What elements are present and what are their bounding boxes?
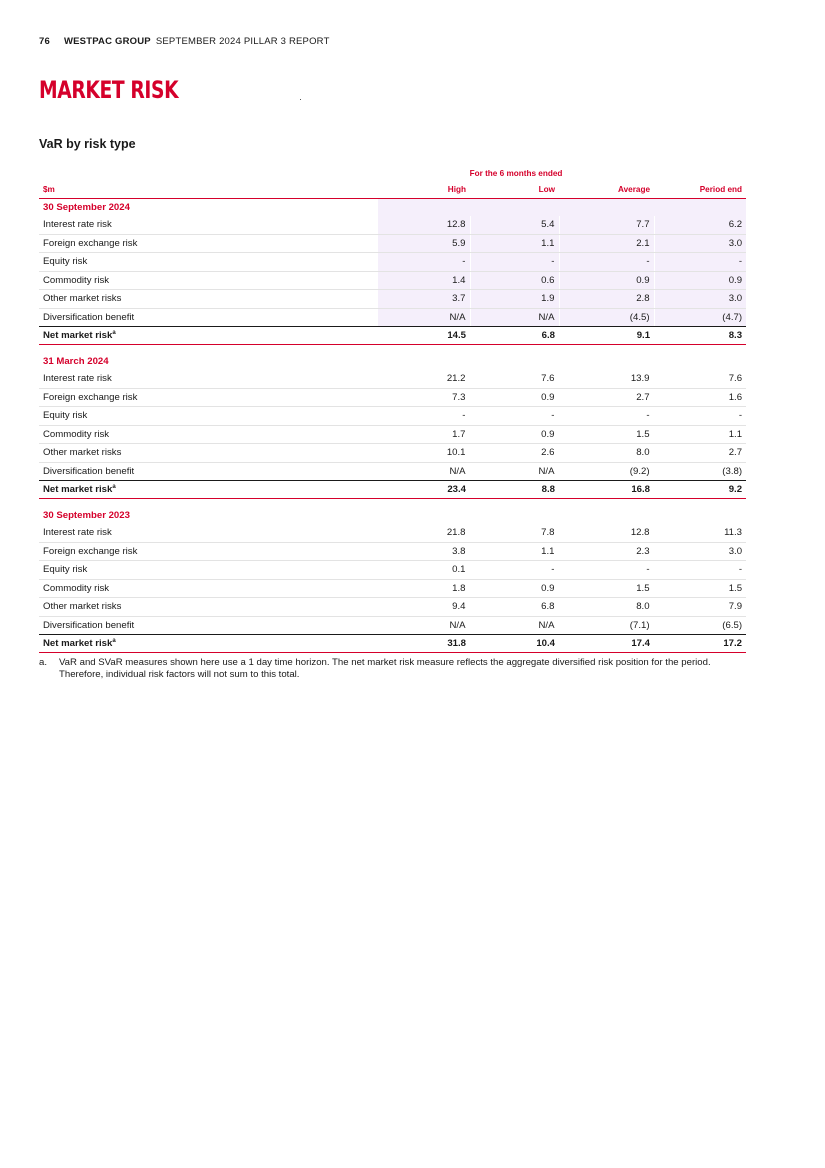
- table-cell: 0.9: [470, 579, 559, 598]
- net-cell: 23.4: [378, 481, 470, 499]
- table-cell: 0.9: [470, 388, 559, 407]
- column-header-high: High: [378, 181, 470, 199]
- table-row: [39, 407, 746, 426]
- table-cell: 1.6: [654, 388, 746, 407]
- table-cell: 2.6: [470, 444, 559, 463]
- table-row: [39, 370, 746, 388]
- table-row: [39, 561, 746, 580]
- net-cell: 8.3: [654, 327, 746, 345]
- group-label: 30 September 2024: [43, 202, 130, 213]
- risk-type-label: Diversification benefit: [39, 462, 378, 481]
- footnote-ref: a: [112, 637, 116, 644]
- header-org: WESTPAC GROUP: [63, 36, 151, 47]
- table-row: [39, 444, 746, 463]
- table-cell: 6.8: [470, 598, 559, 617]
- risk-type-label: Diversification benefit: [39, 616, 378, 635]
- group-spacer: [39, 345, 746, 354]
- table-cell: 7.8: [470, 524, 559, 542]
- footnote: [39, 657, 739, 680]
- table-cell: 1.5: [559, 425, 654, 444]
- net-cell: 16.8: [559, 481, 654, 499]
- table-cell: 1.4: [378, 271, 470, 290]
- table-cell: N/A: [470, 462, 559, 481]
- stray-dot: [300, 99, 301, 100]
- risk-type-label: Commodity risk: [39, 579, 378, 598]
- table-cell: 1.1: [470, 234, 559, 253]
- table-cell: 1.7: [378, 425, 470, 444]
- table-cell: -: [654, 253, 746, 272]
- table-cell: (4.5): [559, 308, 654, 327]
- table-row: [39, 216, 746, 234]
- net-cell: 17.4: [559, 635, 654, 653]
- net-cell: 10.4: [470, 635, 559, 653]
- risk-type-label: Other market risks: [39, 598, 378, 617]
- table-cell: 7.6: [654, 370, 746, 388]
- risk-type-label: Commodity risk: [39, 425, 378, 444]
- table-row: [39, 425, 746, 444]
- table-cell: -: [559, 561, 654, 580]
- table-cell: N/A: [470, 616, 559, 635]
- column-header-period-end: Period end: [654, 181, 746, 199]
- var-by-risk-type-table: [39, 165, 746, 653]
- column-header-average: Average: [559, 181, 654, 199]
- table-cell: N/A: [378, 462, 470, 481]
- net-cell: 14.5: [378, 327, 470, 345]
- risk-type-label: Equity risk: [39, 253, 378, 272]
- table-cell: (3.8): [654, 462, 746, 481]
- risk-type-label: Interest rate risk: [39, 370, 378, 388]
- risk-type-label: Equity risk: [39, 407, 378, 426]
- table-cell: 1.9: [470, 290, 559, 309]
- risk-type-label: Equity risk: [39, 561, 378, 580]
- table-cell: (4.7): [654, 308, 746, 327]
- table-cell: 12.8: [559, 524, 654, 542]
- table-cell: 5.9: [378, 234, 470, 253]
- table-cell: 0.9: [470, 425, 559, 444]
- table-cell: (7.1): [559, 616, 654, 635]
- table-row: [39, 579, 746, 598]
- table-cell: 0.1: [378, 561, 470, 580]
- net-cell: 8.8: [470, 481, 559, 499]
- table-row: [39, 616, 746, 635]
- risk-type-label: Foreign exchange risk: [39, 234, 378, 253]
- net-cell: 31.8: [378, 635, 470, 653]
- table-row: [39, 308, 746, 327]
- footnote-text: VaR and SVaR measures shown here use a 1 day time horizon. The net market risk measure reflects the aggregate diversified risk position for the period. Therefore, individual risk factors will not sum to this total.: [59, 657, 711, 680]
- page-header: [39, 36, 330, 47]
- table-cell: 12.8: [378, 216, 470, 234]
- net-market-risk-label: Net market risk$^a$: [39, 481, 378, 499]
- net-market-risk-label: Net market risk$^a$: [39, 327, 378, 345]
- group-spacer: [39, 499, 746, 508]
- table-cell: 3.8: [378, 542, 470, 561]
- table-cell: -: [470, 561, 559, 580]
- table-cell: -: [559, 253, 654, 272]
- table-cell: 2.3: [559, 542, 654, 561]
- risk-type-label: Interest rate risk: [39, 524, 378, 542]
- table-cell: 9.4: [378, 598, 470, 617]
- group-label: 31 March 2024: [43, 356, 109, 367]
- table-cell: 7.9: [654, 598, 746, 617]
- table-cell: 7.7: [559, 216, 654, 234]
- risk-type-label: Diversification benefit: [39, 308, 378, 327]
- risk-type-label: Interest rate risk: [39, 216, 378, 234]
- table-cell: 0.6: [470, 271, 559, 290]
- net-market-risk-row: [39, 481, 746, 499]
- table-cell: 2.7: [559, 388, 654, 407]
- table-cell: 2.7: [654, 444, 746, 463]
- table-cell: 3.0: [654, 234, 746, 253]
- group-header-row: [39, 199, 746, 217]
- table-cell: -: [470, 407, 559, 426]
- net-cell: 9.1: [559, 327, 654, 345]
- net-market-risk-row: [39, 635, 746, 653]
- table-cell: 13.9: [559, 370, 654, 388]
- table-cell: 1.1: [654, 425, 746, 444]
- risk-type-label: Commodity risk: [39, 271, 378, 290]
- table-cell: 7.6: [470, 370, 559, 388]
- table-row: [39, 524, 746, 542]
- table-cell: 1.5: [559, 579, 654, 598]
- net-cell: 9.2: [654, 481, 746, 499]
- table-cell: 0.9: [559, 271, 654, 290]
- table-row: [39, 462, 746, 481]
- table-cell: 2.8: [559, 290, 654, 309]
- table-cell: 10.1: [378, 444, 470, 463]
- footnote-ref: a: [112, 329, 116, 336]
- column-header-units: $m: [39, 181, 378, 199]
- risk-type-label: Other market risks: [39, 444, 378, 463]
- table-cell: -: [470, 253, 559, 272]
- table-title: VaR by risk type: [39, 137, 136, 151]
- table-cell: 8.0: [559, 444, 654, 463]
- header-report-title: SEPTEMBER 2024 PILLAR 3 REPORT: [155, 36, 330, 47]
- section-title: MARKET RISK: [39, 76, 179, 104]
- risk-type-label: Foreign exchange risk: [39, 388, 378, 407]
- table-cell: 3.0: [654, 542, 746, 561]
- table-cell: 7.3: [378, 388, 470, 407]
- table-cell: 0.9: [654, 271, 746, 290]
- table-cell: 1.1: [470, 542, 559, 561]
- table-cell: -: [559, 407, 654, 426]
- table-cell: 8.0: [559, 598, 654, 617]
- net-market-risk-label: Net market risk$^a$: [39, 635, 378, 653]
- table-row: [39, 290, 746, 309]
- table-cell: 3.7: [378, 290, 470, 309]
- table-row: [39, 388, 746, 407]
- risk-type-label: Other market risks: [39, 290, 378, 309]
- footnote-marker: a.: [39, 657, 48, 668]
- page-number: 76: [39, 36, 50, 47]
- net-market-risk-row: [39, 327, 746, 345]
- table-cell: N/A: [470, 308, 559, 327]
- table-row: [39, 542, 746, 561]
- column-header-low: Low: [470, 181, 559, 199]
- table-body: [39, 199, 746, 653]
- group-label: 30 September 2023: [43, 510, 130, 521]
- period-header: For the 6 months ended: [469, 168, 563, 178]
- table-cell: 1.5: [654, 579, 746, 598]
- group-header-row: [39, 353, 746, 370]
- table-row: [39, 253, 746, 272]
- table-cell: -: [378, 407, 470, 426]
- table-cell: (6.5): [654, 616, 746, 635]
- table-cell: 2.1: [559, 234, 654, 253]
- table-cell: 21.2: [378, 370, 470, 388]
- table-cell: 11.3: [654, 524, 746, 542]
- table-cell: -: [378, 253, 470, 272]
- table-cell: 1.8: [378, 579, 470, 598]
- net-cell: 17.2: [654, 635, 746, 653]
- risk-type-label: Foreign exchange risk: [39, 542, 378, 561]
- net-cell: 6.8: [470, 327, 559, 345]
- table-row: [39, 234, 746, 253]
- table-cell: 21.8: [378, 524, 470, 542]
- table-cell: 6.2: [654, 216, 746, 234]
- footnote-ref: a: [112, 483, 116, 490]
- table-row: [39, 598, 746, 617]
- table-cell: -: [654, 407, 746, 426]
- table-row: [39, 271, 746, 290]
- table-cell: -: [654, 561, 746, 580]
- table-cell: (9.2): [559, 462, 654, 481]
- table-cell: 3.0: [654, 290, 746, 309]
- table-cell: N/A: [378, 616, 470, 635]
- table-cell: 5.4: [470, 216, 559, 234]
- table-cell: N/A: [378, 308, 470, 327]
- group-header-row: [39, 507, 746, 524]
